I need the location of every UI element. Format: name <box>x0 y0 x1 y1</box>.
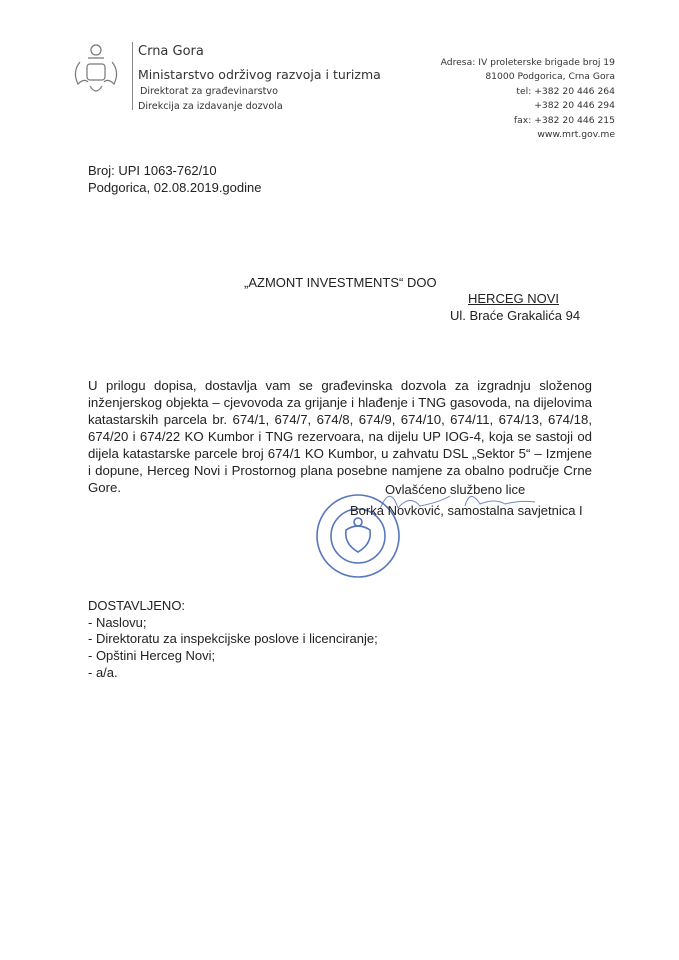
phone-1: tel: +382 20 446 264 <box>516 85 615 97</box>
distribution-item: - a/a. <box>88 664 118 680</box>
address-block <box>441 56 615 142</box>
letter-body: U prilogu dopisa, dostavlja vam se građevinska dozvola za izgradnju složenog inženjerskog objekta – cjevovoda za grijanje i hlađenje i TNG gasovoda, na dijelovima katastarskih parcela br. 674/1, 674/7, 674/8, 674/9, 674/10, 674/11, 674/13, 674/18, 674/20 i 674/22 KO Kumbor i TNG rezervoara, na dijelu UP IOG-4, koja se sastoji od dijela katastarske parcele broj 674/1 KO Kumbor, u zahvatu DSL „Sektor 5“ – Izmjene i dopune, Herceg Novi i Prostornog plana posebne namjene za obalno područje Crne Gore. <box>88 378 592 495</box>
recipient-city: HERCEG NOVI <box>468 291 560 306</box>
fax: fax: +382 20 446 215 <box>513 114 615 126</box>
signatory-title: Ovlašćeno službeno lice <box>385 482 526 497</box>
distribution-item: - Naslovu; <box>88 614 147 630</box>
phone-2: +382 20 446 294 <box>534 100 615 112</box>
signatory-name: Borka Novković, samostalna savjetnica I <box>350 503 583 518</box>
ministry-name: Ministarstvo održivog razvoja i turizma <box>138 67 381 82</box>
coat-of-arms-icon <box>70 42 122 98</box>
header-divider <box>132 42 133 110</box>
address-city: 81000 Podgorica, Crna Gora <box>485 71 615 83</box>
country-name: Crna Gora <box>138 44 204 59</box>
address-line: Adresa: IV proleterske brigade broj 19 <box>440 57 615 68</box>
recipient-name: „AZMONT INVESTMENTS“ DOO <box>244 275 437 290</box>
distribution-heading: DOSTAVLJENO: <box>88 598 186 613</box>
distribution-item: - Opštini Herceg Novi; <box>88 648 216 664</box>
reference-number: Broj: UPI 1063-762/10 <box>88 163 217 178</box>
directorate-name: Direktorat za građevinarstvo <box>140 86 278 97</box>
website: www.mrt.gov.me <box>537 129 615 141</box>
distribution-list <box>88 598 378 682</box>
place-date: Podgorica, 02.08.2019.godine <box>88 180 262 195</box>
recipient-street: Ul. Braće Grakalića 94 <box>450 308 581 323</box>
division-name: Direkcija za izdavanje dozvola <box>138 101 283 112</box>
distribution-item: - Direktoratu za inspekcijske poslove i licenciranje; <box>88 631 378 647</box>
